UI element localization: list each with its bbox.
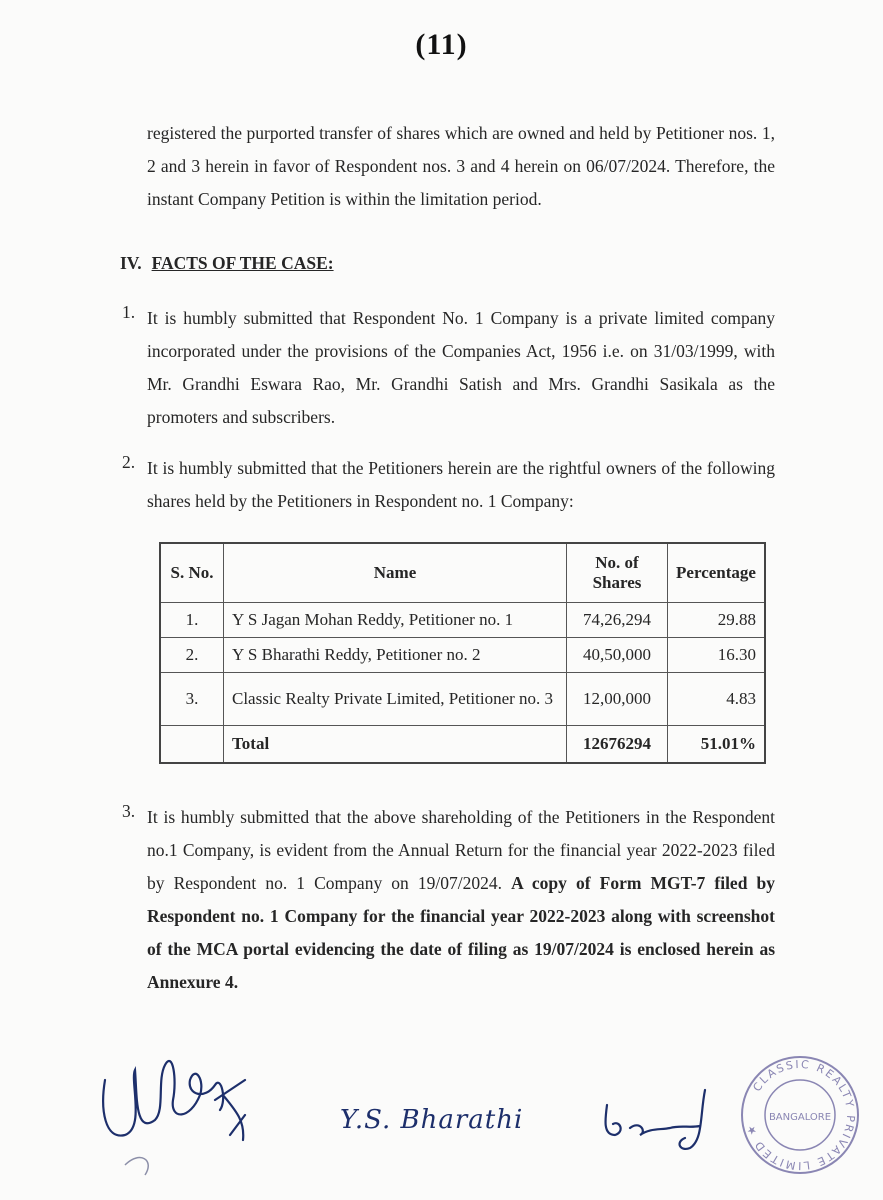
- table-cell: [160, 726, 224, 764]
- svg-text:BANGALORE: BANGALORE: [768, 1112, 832, 1123]
- point-text-bold: A copy of Form MGT-7 filed by Respondent no. 1 Company for the financial year 2022-2023 along with screenshot of the MCA portal evidencing the date of filing as 19/07/2024 is enclosed herein as Annexure 4.: [147, 873, 776, 992]
- column-header: S. No.: [160, 543, 224, 603]
- table-cell: 12676294: [567, 726, 668, 764]
- section-title: FACTS OF THE CASE:: [151, 253, 334, 273]
- table-cell: Y S Bharathi Reddy, Petitioner no. 2: [224, 638, 567, 673]
- point-number: 2.: [122, 452, 136, 472]
- shareholding-table: [159, 542, 766, 764]
- column-header: No. of Shares: [567, 543, 668, 603]
- table-row: [160, 673, 765, 726]
- point-text-regular: It is humbly submitted that the above shareholding of the Petitioners in the Respondent no.1 Company, is evident from the Annual Return for the financial year 2022-2023 filed by Respondent no. 1 Company on 19/07/2024.: [147, 807, 775, 893]
- point-text: [147, 801, 775, 999]
- signature-right: [595, 1080, 745, 1160]
- table-header-row: [160, 543, 765, 603]
- table-cell: 1.: [160, 603, 224, 638]
- table-total-row: [160, 726, 765, 764]
- table-cell: 2.: [160, 638, 224, 673]
- table-cell: 4.83: [668, 673, 766, 726]
- section-number: IV.: [120, 253, 142, 273]
- table-cell: 3.: [160, 673, 224, 726]
- signature-left: [95, 1040, 265, 1180]
- intro-paragraph: registered the purported transfer of shares which are owned and held by Petitioner nos. 1, 2 and 3 herein in favor of Respondent nos. 3 and 4 herein on 06/07/2024. Therefore, the instant Company Petition is within the limitation period.: [147, 123, 775, 209]
- table-cell: 74,26,294: [567, 603, 668, 638]
- point-text: It is humbly submitted that the Petitioners herein are the rightful owners of the following shares held by the Petitioners in Respondent no. 1 Company:: [147, 458, 775, 511]
- table-cell: Classic Realty Private Limited, Petitioner no. 3: [224, 673, 567, 726]
- point-text: It is humbly submitted that Respondent No. 1 Company is a private limited company incorporated under the provisions of the Companies Act, 1956 i.e. on 31/03/1999, with Mr. Grandhi Eswara Rao, Mr. Grandhi Satish and Mrs. Grandhi Sasikala as the promoters and subscribers.: [147, 308, 775, 427]
- table-cell: 51.01%: [668, 726, 766, 764]
- table-row: [160, 603, 765, 638]
- table-cell: Y S Jagan Mohan Reddy, Petitioner no. 1: [224, 603, 567, 638]
- table-cell: 40,50,000: [567, 638, 668, 673]
- table-cell: 12,00,000: [567, 673, 668, 726]
- company-stamp: [730, 1050, 870, 1180]
- page-number: (11): [415, 28, 468, 61]
- table-cell: 29.88: [668, 603, 766, 638]
- table-cell: 16.30: [668, 638, 766, 673]
- column-header: Percentage: [668, 543, 766, 603]
- point-number: 1.: [122, 302, 136, 322]
- svg-text:CLASSIC REALTY PRIVATE LIMITED: CLASSIC REALTY PRIVATE LIMITED ★: [743, 1057, 858, 1173]
- column-header: Name: [224, 543, 567, 603]
- table-row: [160, 638, 765, 673]
- point-number: 3.: [122, 801, 136, 821]
- signature-middle: Y.S. Bharathi: [340, 1105, 524, 1135]
- table-cell: Total: [224, 726, 567, 764]
- section-heading: [120, 253, 334, 274]
